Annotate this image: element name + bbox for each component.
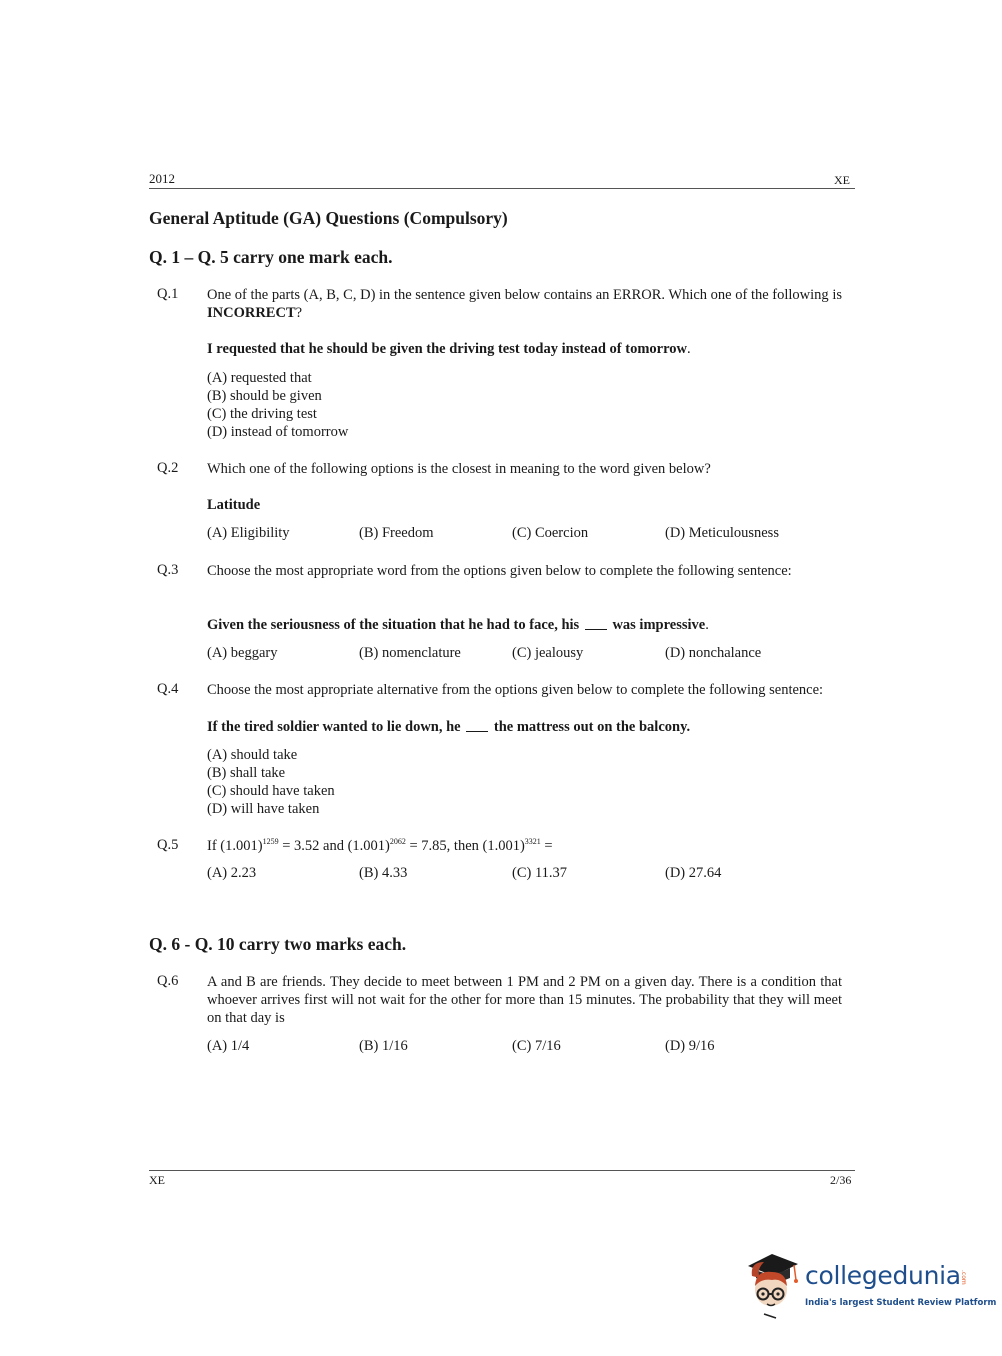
q2-word: Latitude bbox=[207, 497, 261, 513]
q1-text-end: ? bbox=[295, 305, 303, 321]
watermark-tagline: India's largest Student Review Platform bbox=[805, 1298, 997, 1308]
q4-sentence-b: the mattress out on the balcony. bbox=[493, 719, 691, 735]
q3-option-c: (C) jealousy bbox=[512, 645, 584, 661]
header-code: XE bbox=[834, 173, 850, 187]
q1-text-main: One of the parts (A, B, C, D) in the sentence given below contains an ERROR. Which one of the following is bbox=[207, 287, 842, 303]
q5-option-c: (C) 11.37 bbox=[512, 865, 568, 881]
q3-blank bbox=[585, 617, 607, 630]
q6-option-b: (B) 1/16 bbox=[359, 1038, 408, 1054]
q6-option-a: (A) 1/4 bbox=[207, 1038, 250, 1054]
q3-sentence bbox=[207, 616, 709, 634]
q1-option-a: (A) requested that bbox=[207, 370, 312, 386]
q5-option-b: (B) 4.33 bbox=[359, 865, 408, 881]
collegedunia-mascot-icon bbox=[742, 1248, 804, 1320]
header-divider bbox=[149, 188, 855, 189]
q3-text: Choose the most appropriate word from the options given below to complete the following sentence: bbox=[207, 563, 792, 579]
q3-sentence-b: was impressive bbox=[612, 617, 706, 633]
q6-option-c: (C) 7/16 bbox=[512, 1038, 561, 1054]
q5-exp-1: 1259 bbox=[262, 837, 279, 846]
footer-divider bbox=[149, 1170, 855, 1171]
section-title: General Aptitude (GA) Questions (Compulsory) bbox=[149, 208, 508, 228]
q2-option-d: (D) Meticulousness bbox=[665, 525, 779, 541]
watermark-brand: collegedunia bbox=[805, 1261, 961, 1290]
part1-title: Q. 1 – Q. 5 carry one mark each. bbox=[149, 247, 393, 267]
q6-text: A and B are friends. They decide to meet between 1 PM and 2 PM on a given day. There is a condition that whoever arrives first will not wait for the other for more than 15 minutes. The probability that they will meet on that day is bbox=[207, 974, 842, 1026]
q4-sentence bbox=[207, 718, 690, 736]
q2-text: Which one of the following options is the closest in meaning to the word given below? bbox=[207, 461, 711, 477]
q4-option-c: (C) should have taken bbox=[207, 783, 335, 799]
q1-text bbox=[207, 286, 842, 322]
q1-sentence-text: I requested that he should be given the driving test today instead of tomorrow bbox=[207, 341, 687, 357]
q1-option-b: (B) should be given bbox=[207, 388, 322, 404]
q2-option-b: (B) Freedom bbox=[359, 525, 434, 541]
q1-option-d: (D) instead of tomorrow bbox=[207, 424, 349, 440]
q2-option-c: (C) Coercion bbox=[512, 525, 589, 541]
q5-exp-3: 3321 bbox=[524, 837, 541, 846]
header-year: 2012 bbox=[149, 171, 175, 186]
q4-text: Choose the most appropriate alternative from the options given below to complete the following sentence: bbox=[207, 682, 824, 698]
watermark-dotcom: .com bbox=[960, 1270, 967, 1285]
q3-option-a: (A) beggary bbox=[207, 645, 278, 661]
q5-part-1: If (1.001) bbox=[207, 838, 263, 854]
q2-number: Q.2 bbox=[157, 460, 179, 476]
q1-sentence-end: . bbox=[687, 341, 691, 357]
q5-part-3: = 7.85, then (1.001) bbox=[405, 838, 525, 854]
part2-title: Q. 6 - Q. 10 carry two marks each. bbox=[149, 934, 407, 954]
q3-option-b: (B) nomenclature bbox=[359, 645, 461, 661]
q1-text-bold: INCORRECT bbox=[207, 305, 296, 321]
q3-sentence-a: Given the seriousness of the situation that he had to face, his bbox=[207, 617, 580, 633]
q5-number: Q.5 bbox=[157, 837, 179, 853]
q4-option-a: (A) should take bbox=[207, 747, 298, 763]
q1-option-c: (C) the driving test bbox=[207, 406, 317, 422]
footer-page: 2/36 bbox=[830, 1173, 852, 1187]
q5-option-a: (A) 2.23 bbox=[207, 865, 257, 881]
q3-option-d: (D) nonchalance bbox=[665, 645, 762, 661]
q5-part-4: = bbox=[540, 838, 553, 854]
q5-option-d: (D) 27.64 bbox=[665, 865, 722, 881]
q6-number: Q.6 bbox=[157, 973, 179, 989]
q1-sentence bbox=[207, 340, 691, 358]
q4-option-b: (B) shall take bbox=[207, 765, 286, 781]
q3-number: Q.3 bbox=[157, 562, 179, 578]
q4-blank bbox=[466, 719, 488, 732]
footer-code: XE bbox=[149, 1173, 165, 1187]
q2-option-a: (A) Eligibility bbox=[207, 525, 290, 541]
q5-exp-2: 2062 bbox=[389, 837, 406, 846]
q1-number: Q.1 bbox=[157, 286, 179, 302]
q5-part-2: = 3.52 and (1.001) bbox=[278, 838, 390, 854]
q3-sentence-end: . bbox=[705, 617, 709, 633]
q4-sentence-a: If the tired soldier wanted to lie down, he bbox=[207, 719, 461, 735]
q4-option-d: (D) will have taken bbox=[207, 801, 320, 817]
q6-option-d: (D) 9/16 bbox=[665, 1038, 715, 1054]
q5-text bbox=[207, 837, 553, 855]
q4-number: Q.4 bbox=[157, 681, 179, 697]
